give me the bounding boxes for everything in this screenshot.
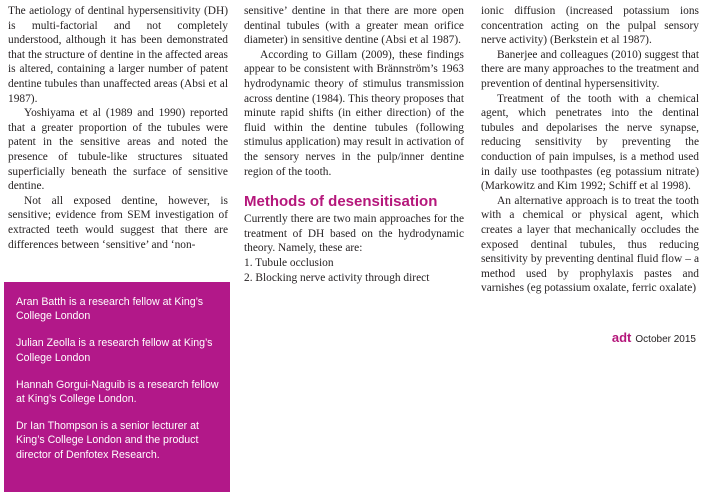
paragraph: An alternative approach is to treat the tooth with a chemical or physical agent, which creates a layer that mechanically occludes the exposed dentinal tubules, thus reducing sensitivity by preventing dentinal fluid flow – a method used by prophylaxis pastes and varnishes (eg potassium oxalate, ferric oxalate) [481,194,699,295]
paragraph: Not all exposed dentine, however, is sensitive; evidence from SEM investigation of extracted teeth would suggest that there are differences between ‘sensitive’ and ‘non- [8,194,228,251]
list-item: 2. Blocking nerve activity through direct [244,271,430,284]
publication-logo: adt [611,330,632,345]
paragraph: Yoshiyama et al (1989 and 1990) reported that a greater proportion of the tubules were patent in the sensitive areas and noted the presence of tubule-like structures situated superficially beneath the surface of sensitive dentine. [8,107,228,193]
paragraph: sensitive’ dentine in that there are more open dentinal tubules (with a greater mean orifice diameter) in sensitive dentine (Absi et al 1987). [244,5,464,47]
page-footer [612,330,696,345]
paragraph: ionic diffusion (increased potassium ions concentration acting on the pulpal sensory nerve activity) (Berkstein et al 1987). [481,5,699,47]
paragraph: Currently there are two main approaches for the treatment of DH based on the hydrodynamic theory. Namely, these are: [244,213,464,255]
paragraph: According to Gillam (2009), these findings appear to be consistent with Brännström’s 1963 hydrodynamic theory of stimulus transmission across dentine (1984). This theory proposes that minute rapid shifts (in either direction) of the fluid within the dentine tubules (following stimulus application) may result in activation of the sensory nerves in the pulp/inner dentine region of the tooth. [244,48,464,178]
paragraph: Treatment of the tooth with a chemical agent, which penetrates into the dentinal tubules and depolarises the nerve synapse, reducing sensitivity by preventing the conduction of pain impulses, is a method used in daily use toothpastes (eg potassium nitrate) (Markowitz and Kim 1992; Schiff et al 1998). [481,92,699,193]
article-column-1 [8,4,228,252]
author-bio-box [4,282,230,492]
paragraph: The aetiology of dentinal hypersensitivity (DH) is multi-factorial and not completely understood, although it has been demonstrated that the structure of dentine in the affected areas is altered, containing a larger number of patent dentine tubules than unaffected areas (Absi et al 1987). [8,5,228,105]
article-column-2 [244,4,464,285]
paragraph: Banerjee and colleagues (2010) suggest that there are many approaches to the treatment and prevention of dentinal hypersensitivity. [481,48,699,90]
list-item: 1. Tubule occlusion [244,256,334,269]
author-bio: Julian Zeolla is a research fellow at King’s College London [16,337,213,364]
section-heading: Methods of desensitisation [244,193,438,211]
author-bio: Hannah Gorgui-Naguib is a research fellow at King’s College London. [16,378,219,406]
issue-date: October 2015 [635,334,696,345]
author-bio: Dr Ian Thompson is a senior lecturer at King’s College London and the product director of Denfotex Research. [16,420,199,461]
author-bio: Aran Batth is a research fellow at King’s College London [16,296,204,323]
article-column-3 [481,4,699,296]
